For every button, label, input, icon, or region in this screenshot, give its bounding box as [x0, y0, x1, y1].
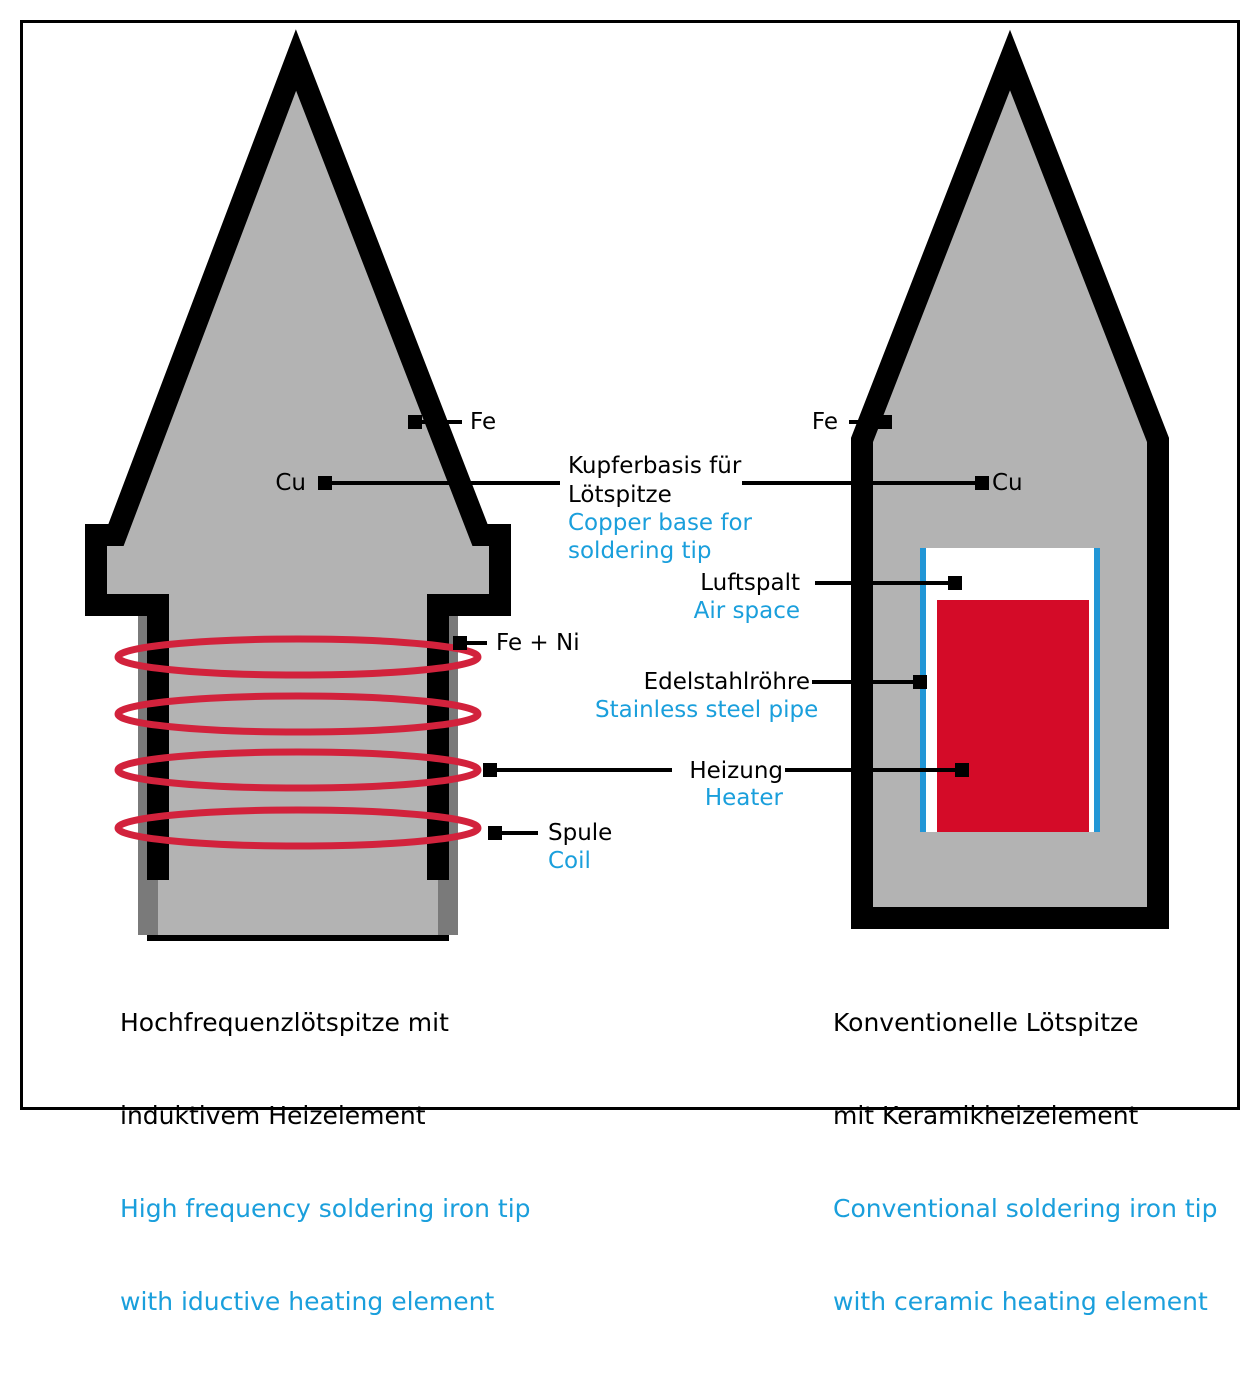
label-copper-base-de-1: Kupferbasis für: [568, 453, 742, 479]
label-steel-pipe-en: Stainless steel pipe: [595, 697, 819, 723]
label-heater-de: Heizung: [689, 758, 783, 784]
label-left-feni: Fe + Ni: [496, 630, 580, 656]
caption-right-de-2: mit Keramikheizelement: [833, 1101, 1139, 1130]
caption-right-en-1: Conventional soldering iron tip: [833, 1194, 1218, 1223]
label-coil-en: Coil: [548, 848, 591, 874]
label-right-cu: Cu: [992, 470, 1023, 496]
caption-left-en-1: High frequency soldering iron tip: [120, 1194, 531, 1223]
label-steel-pipe-de: Edelstahlröhre: [643, 669, 810, 695]
left-shaft-fill: [158, 880, 438, 935]
label-right-fe: Fe: [811, 409, 838, 435]
label-copper-base-en-1: Copper base for: [568, 510, 753, 536]
label-copper-base-de-2: Lötspitze: [568, 482, 672, 508]
left-shaft-edge-left: [138, 880, 158, 935]
caption-left-de-1: Hochfrequenzlötspitze mit: [120, 1008, 449, 1037]
caption-left: [120, 945, 531, 1379]
label-left-cu: Cu: [275, 470, 306, 496]
label-heater-en: Heater: [704, 785, 783, 811]
caption-right-en-2: with ceramic heating element: [833, 1287, 1208, 1316]
caption-right: [833, 945, 1218, 1379]
caption-left-en-2: with iductive heating element: [120, 1287, 495, 1316]
left-shaft-edge-right: [438, 880, 458, 935]
caption-left-de-2: induktivem Heizelement: [120, 1101, 426, 1130]
label-left-fe: Fe: [470, 409, 497, 435]
label-copper-base-en-2: soldering tip: [568, 538, 712, 564]
label-air-space-en: Air space: [693, 598, 800, 624]
ceramic-heater: [937, 600, 1089, 832]
label-coil-de: Spule: [548, 820, 613, 846]
label-air-space-de: Luftspalt: [700, 570, 800, 596]
caption-right-de-1: Konventionelle Lötspitze: [833, 1008, 1139, 1037]
